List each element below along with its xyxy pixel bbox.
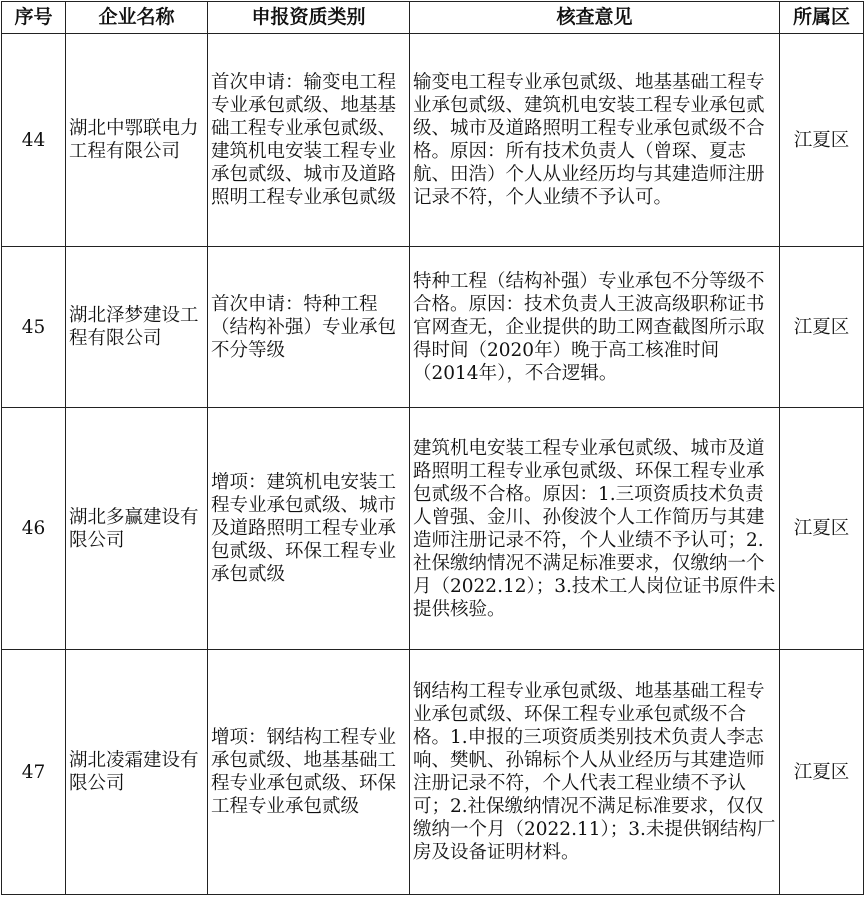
qualification-type: 增项：钢结构工程专业承包贰级、地基基础工程专业承包贰级、环保工程专业承包贰级: [208, 650, 410, 895]
table-header-row: [2, 2, 864, 34]
district: 江夏区: [780, 408, 864, 650]
review-opinion: 输变电工程专业承包贰级、地基基础工程专业承包贰级、建筑机电安装工程专业承包贰级、城市及道路照明工程专业承包贰级不合格。原因：所有技术负责人（曾琛、夏志航、田浩）个人从业经历均与其建造师注册记录不符，个人业绩不予认可。: [410, 34, 780, 247]
qualification-type: 首次申请：输变电工程专业承包贰级、地基基础工程专业承包贰级、建筑机电安装工程专业承包贰级、城市及道路照明工程专业承包贰级: [208, 34, 410, 247]
district: 江夏区: [780, 34, 864, 247]
row-index: 46: [2, 408, 66, 650]
company-name: 湖北泽梦建设工程有限公司: [66, 247, 208, 408]
row-index: 44: [2, 34, 66, 247]
qualification-review-table: [1, 1, 864, 895]
header-opinion: 核查意见: [410, 2, 780, 34]
row-index: 47: [2, 650, 66, 895]
table-row: [2, 408, 864, 650]
header-qualification: 申报资质类别: [208, 2, 410, 34]
district: 江夏区: [780, 247, 864, 408]
review-opinion: 钢结构工程专业承包贰级、地基基础工程专业承包贰级、环保工程专业承包贰级不合格。1.申报的三项资质类别技术负责人李志响、樊帆、孙锦标个人从业经历与其建造师注册记录不符，个人代表工程业绩不予认可；2.社保缴纳情况不满足标准要求，仅仅缴纳一个月（2022.11）；3.未提供钢结构厂房及设备证明材料。: [410, 650, 780, 895]
row-index: 45: [2, 247, 66, 408]
qualification-type: 增项：建筑机电安装工程专业承包贰级、城市及道路照明工程专业承包贰级、环保工程专业承包贰级: [208, 408, 410, 650]
header-company: 企业名称: [66, 2, 208, 34]
review-opinion: 建筑机电安装工程专业承包贰级、城市及道路照明工程专业承包贰级、环保工程专业承包贰级不合格。原因：1.三项资质技术负责人曾强、金川、孙俊波个人工作简历与其建造师注册记录不符，个人业绩不予认可；2.社保缴纳情况不满足标准要求，仅缴纳一个月（2022.12）；3.技术工人岗位证书原件未提供核验。: [410, 408, 780, 650]
review-opinion: 特种工程（结构补强）专业承包不分等级不合格。原因：技术负责人王波高级职称证书官网查无，企业提供的助工网查截图所示取得时间（2020年）晚于高工核准时间（2014年），不合逻辑。: [410, 247, 780, 408]
header-index: 序号: [2, 2, 66, 34]
header-district: 所属区: [780, 2, 864, 34]
district: 江夏区: [780, 650, 864, 895]
table-row: [2, 650, 864, 895]
company-name: 湖北凌霜建设有限公司: [66, 650, 208, 895]
table-row: [2, 247, 864, 408]
table-row: [2, 34, 864, 247]
company-name: 湖北中鄂联电力工程有限公司: [66, 34, 208, 247]
qualification-type: 首次申请：特种工程（结构补强）专业承包不分等级: [208, 247, 410, 408]
company-name: 湖北多赢建设有限公司: [66, 408, 208, 650]
